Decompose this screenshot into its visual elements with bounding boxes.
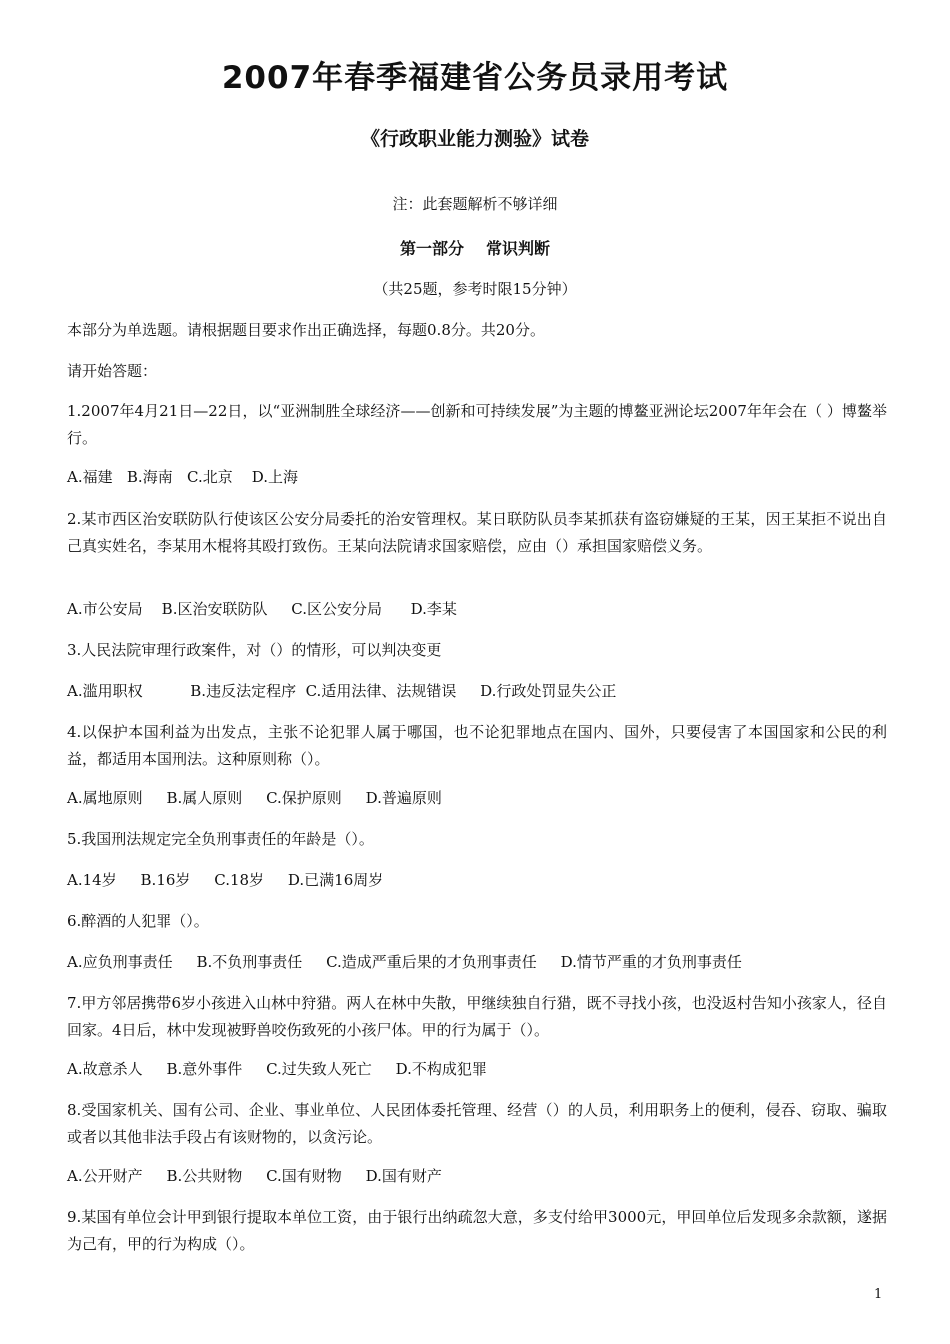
document-subtitle: 《行政职业能力测验》试卷 (360, 128, 589, 150)
question-options: A.应负刑事责任 B.不负刑事责任 C.造成严重后果的才负刑事责任 D.情节严重的才负刑事责任 (67, 953, 742, 971)
question-text: 9.某国有单位会计甲到银行提取本单位工资，由于银行出纳疏忽大意，多支付给甲3000元，甲回单位后发现多余款额，遂据为己有，甲的行为构成（）。 (67, 1208, 887, 1253)
part-heading (0, 236, 950, 259)
question-options: A.故意杀人 B.意外事件 C.过失致人死亡 D.不构成犯罪 (67, 1060, 487, 1078)
question-text: 4.以保护本国利益为出发点，主张不论犯罪人属于哪国，也不论犯罪地点在国内、国外，只要侵害了本国国家和公民的利益，都适用本国刑法。这种原则称（）。 (67, 723, 887, 768)
question-text: 5.我国刑法规定完全负刑事责任的年龄是（）。 (67, 830, 374, 848)
question-options: A.市公安局 B.区治安联防队 C.区公安分局 D.李某 (67, 600, 457, 618)
question-options: A.滥用职权 B.违反法定程序 C.适用法律、法规错误 D.行政处罚显失公正 (67, 682, 617, 700)
document-title: 2007年春季福建省公务员录用考试 (221, 60, 729, 96)
document-note: 注：此套题解析不够详细 (392, 195, 558, 213)
question-text: 2.某市西区治安联防队行使该区公安分局委托的治安管理权。某日联防队员李某抓获有盗窃嫌疑的王某，因王某拒不说出自己真实姓名，李某用木棍将其殴打致伤。王某向法院请求国家赔偿，应由（）承担国家赔偿义务。 (67, 510, 887, 555)
part-name: 常识判断 (486, 239, 551, 258)
question-text: 6.醉酒的人犯罪（）。 (67, 912, 209, 930)
question-options: A.公开财产 B.公共财物 C.国有财物 D.国有财产 (67, 1167, 442, 1185)
question-options: A.属地原则 B.属人原则 C.保护原则 D.普遍原则 (67, 789, 442, 807)
question-options: A.14岁 B.16岁 C.18岁 D.已满16周岁 (67, 871, 384, 889)
page-number: 1 (874, 1287, 883, 1302)
start-prompt: 请开始答题： (67, 362, 158, 380)
question-text: 7.甲方邻居携带6岁小孩进入山林中狩猎。两人在林中失散，甲继续独自行猎，既不寻找小孩，也没返村告知小孩家人，径自回家。4日后，林中发现被野兽咬伤致死的小孩尸体。甲的行为属于（）。 (67, 994, 887, 1039)
part-info: （共25题，参考时限15分钟） (373, 280, 577, 298)
question-text: 3.人民法院审理行政案件，对（）的情形，可以判决变更 (67, 641, 442, 659)
part-label: 第一部分 (399, 239, 464, 258)
instructions: 本部分为单选题。请根据题目要求作出正确选择，每题0.8分。共20分。 (67, 321, 545, 339)
question-text: 1.2007年4月21日—22日，以“亚洲制胜全球经济——创新和可持续发展”为主题的博鳌亚洲论坛2007年年会在（ ）博鳌举行。 (67, 402, 887, 447)
question-options: A.福建 B.海南 C.北京 D.上海 (67, 468, 299, 486)
question-text: 8.受国家机关、国有公司、企业、事业单位、人民团体委托管理、经营（）的人员，利用职务上的便利，侵吞、窃取、骗取或者以其他非法手段占有该财物的，以贪污论。 (67, 1101, 887, 1146)
